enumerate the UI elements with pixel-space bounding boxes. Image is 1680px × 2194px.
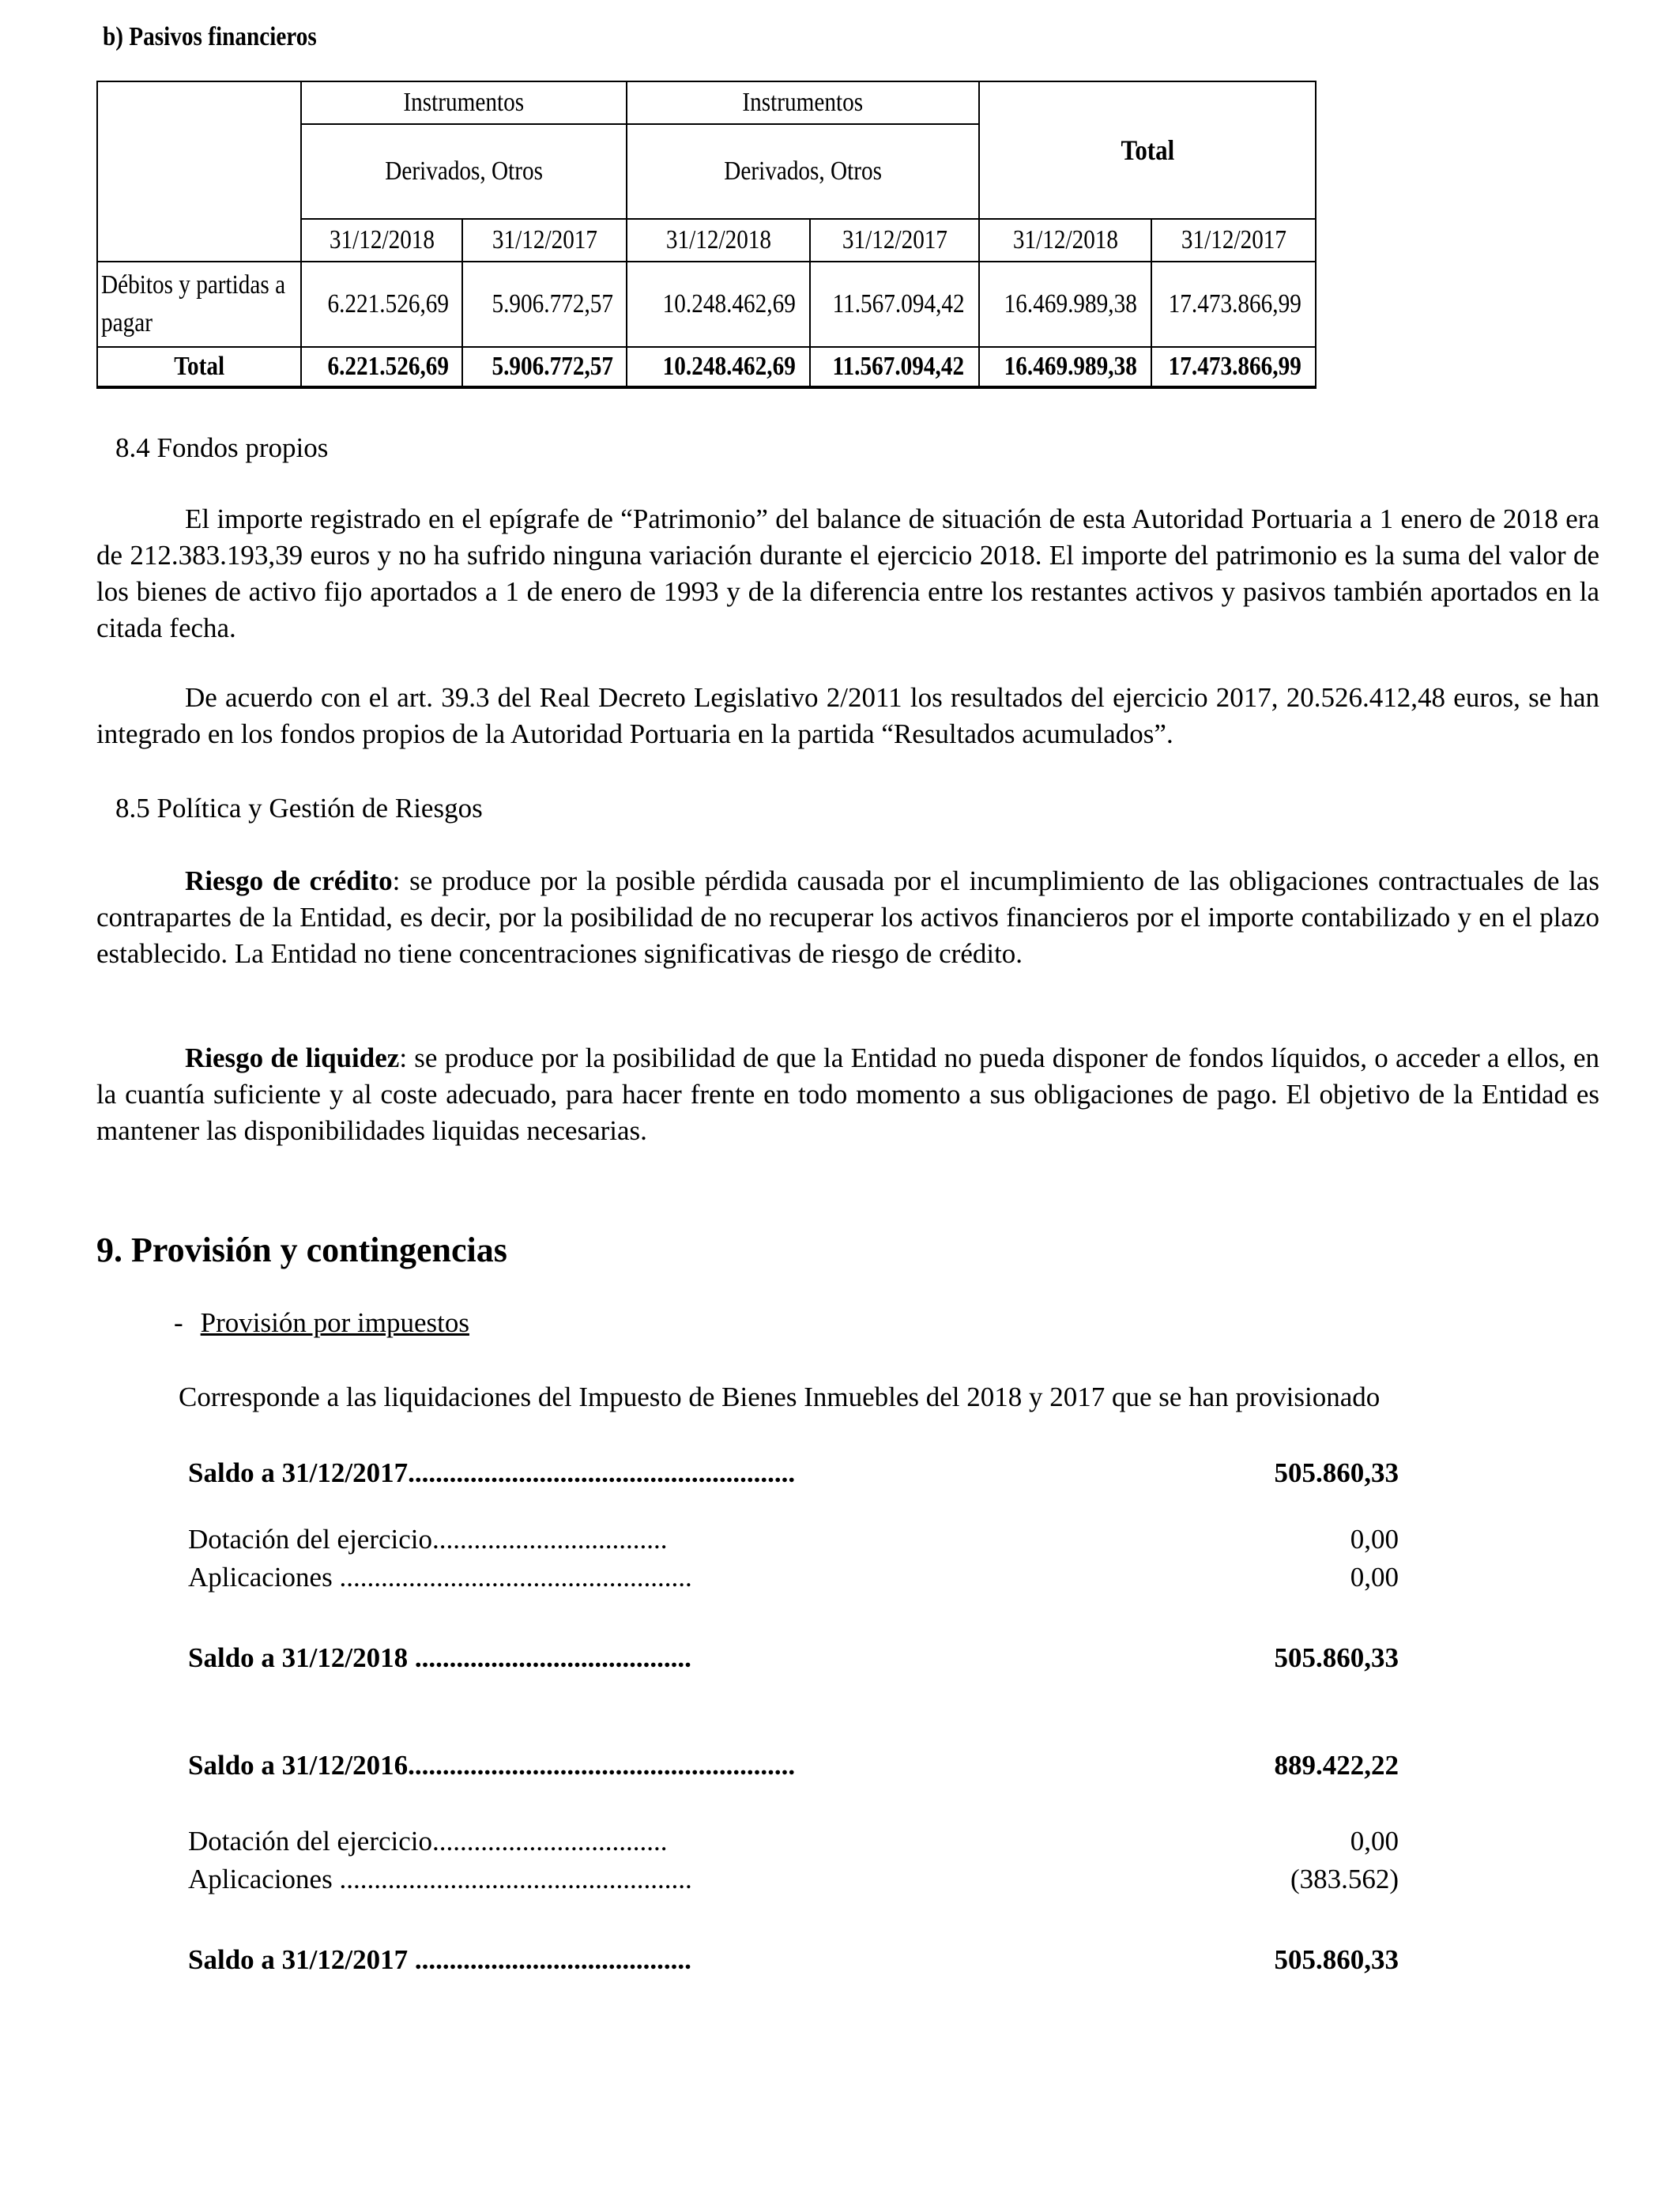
table-cell: 11.567.094,42 [810, 262, 979, 347]
group2-subtitle: Derivados, Otros [627, 124, 979, 219]
ledger-line: Dotación del ejercicio.................................. 0,00 [188, 1826, 1399, 1857]
table-cell: 6.221.526,69 [301, 347, 462, 387]
bullet-item [174, 1307, 469, 1339]
ledger-line: Aplicaciones ................................................... 0,00 [188, 1562, 1399, 1593]
group1-subtitle: Derivados, Otros [301, 124, 627, 219]
ledger-line: Saldo a 31/12/2016........................................................ 889.422,22 [188, 1750, 1399, 1781]
ledger-line: Aplicaciones ................................................... (383.562) [188, 1864, 1399, 1894]
section-9-heading: 9. Provisión y contingencias [96, 1231, 507, 1269]
group1-title: Instrumentos [301, 81, 627, 124]
table-cell: 17.473.866,99 [1151, 262, 1316, 347]
section-8-5-heading: 8.5 Política y Gestión de Riesgos [115, 793, 483, 824]
table-total-row [97, 347, 1316, 387]
section-b-label: b) Pasivos financieros [103, 22, 317, 51]
ledger-line: Saldo a 31/12/2018 ........................................ 505.860,33 [188, 1642, 1399, 1673]
table-row [97, 262, 1316, 347]
table-cell: 5.906.772,57 [462, 262, 627, 347]
financial-liabilities-table [96, 81, 1317, 389]
table-cell: 16.469.989,38 [979, 262, 1151, 347]
bullet-dash: - [174, 1307, 183, 1338]
section-8-4-paragraph-2: De acuerdo con el art. 39.3 del Real Decreto Legislativo 2/2011 los resultados del ejercicio 2017, 20.526.412,48 euros, se han integrado en los fondos propios de la Autoridad Portuaria en la partida “Resultados acumulados”. [96, 682, 1599, 749]
date-header: 31/12/2017 [810, 219, 979, 262]
table-corner [97, 81, 301, 262]
date-header: 31/12/2018 [627, 219, 810, 262]
date-header: 31/12/2018 [979, 219, 1151, 262]
table-cell: 5.906.772,57 [462, 347, 627, 387]
table-cell: 10.248.462,69 [627, 347, 810, 387]
row-label: Débitos y partidas a pagar [97, 262, 301, 347]
total-header: Total [979, 81, 1316, 219]
ledger-line: Saldo a 31/12/2017........................................................ 505.860,33 [188, 1457, 1399, 1488]
provision-intro: Corresponde a las liquidaciones del Impuesto de Bienes Inmuebles del 2018 y 2017 que se han provisionado [179, 1382, 1381, 1412]
table-cell: 6.221.526,69 [301, 262, 462, 347]
credit-risk-paragraph: Riesgo de crédito: se produce por la posible pérdida causada por el incumplimiento de las obligaciones contractuales de las contrapartes de la Entidad, es decir, por la posibilidad de no recuperar los activos financieros por el importe contabilizado y en el plazo establecido. La Entidad no tiene concentraciones significativas de riesgo de crédito. [96, 865, 1599, 969]
section-8-4-paragraph-1: El importe registrado en el epígrafe de “Patrimonio” del balance de situación de esta Autoridad Portuaria a 1 enero de 2018 era de 212.383.193,39 euros y no ha sufrido ninguna variación durante el ejercicio 2018. El importe del patrimonio es la suma del valor de los bienes de activo fijo aportados a 1 de enero de 1993 y de la diferencia entre los restantes activos y pasivos también aportados en la citada fecha. [96, 503, 1599, 643]
table-cell: 17.473.866,99 [1151, 347, 1316, 387]
group2-title: Instrumentos [627, 81, 979, 124]
total-row-label: Total [97, 347, 301, 387]
date-header: 31/12/2018 [301, 219, 462, 262]
ledger-line: Saldo a 31/12/2017 ........................................ 505.860,33 [188, 1944, 1399, 1975]
date-header: 31/12/2017 [462, 219, 627, 262]
date-header: 31/12/2017 [1151, 219, 1316, 262]
liquidity-risk-paragraph: Riesgo de liquidez: se produce por la posibilidad de que la Entidad no pueda disponer de fondos líquidos, o acceder a ellos, en la cuantía suficiente y al coste adecuado, para hacer frente en todo momento a sus obligaciones de pago. El objetivo de la Entidad es mantener las disponibilidades liquidas necesarias. [96, 1042, 1599, 1146]
ledger-line: Dotación del ejercicio.................................. 0,00 [188, 1524, 1399, 1555]
section-8-4-heading: 8.4 Fondos propios [115, 432, 329, 463]
table-cell: 10.248.462,69 [627, 262, 810, 347]
table-cell: 16.469.989,38 [979, 347, 1151, 387]
bullet-text: Provisión por impuestos [200, 1307, 469, 1338]
table-cell: 11.567.094,42 [810, 347, 979, 387]
